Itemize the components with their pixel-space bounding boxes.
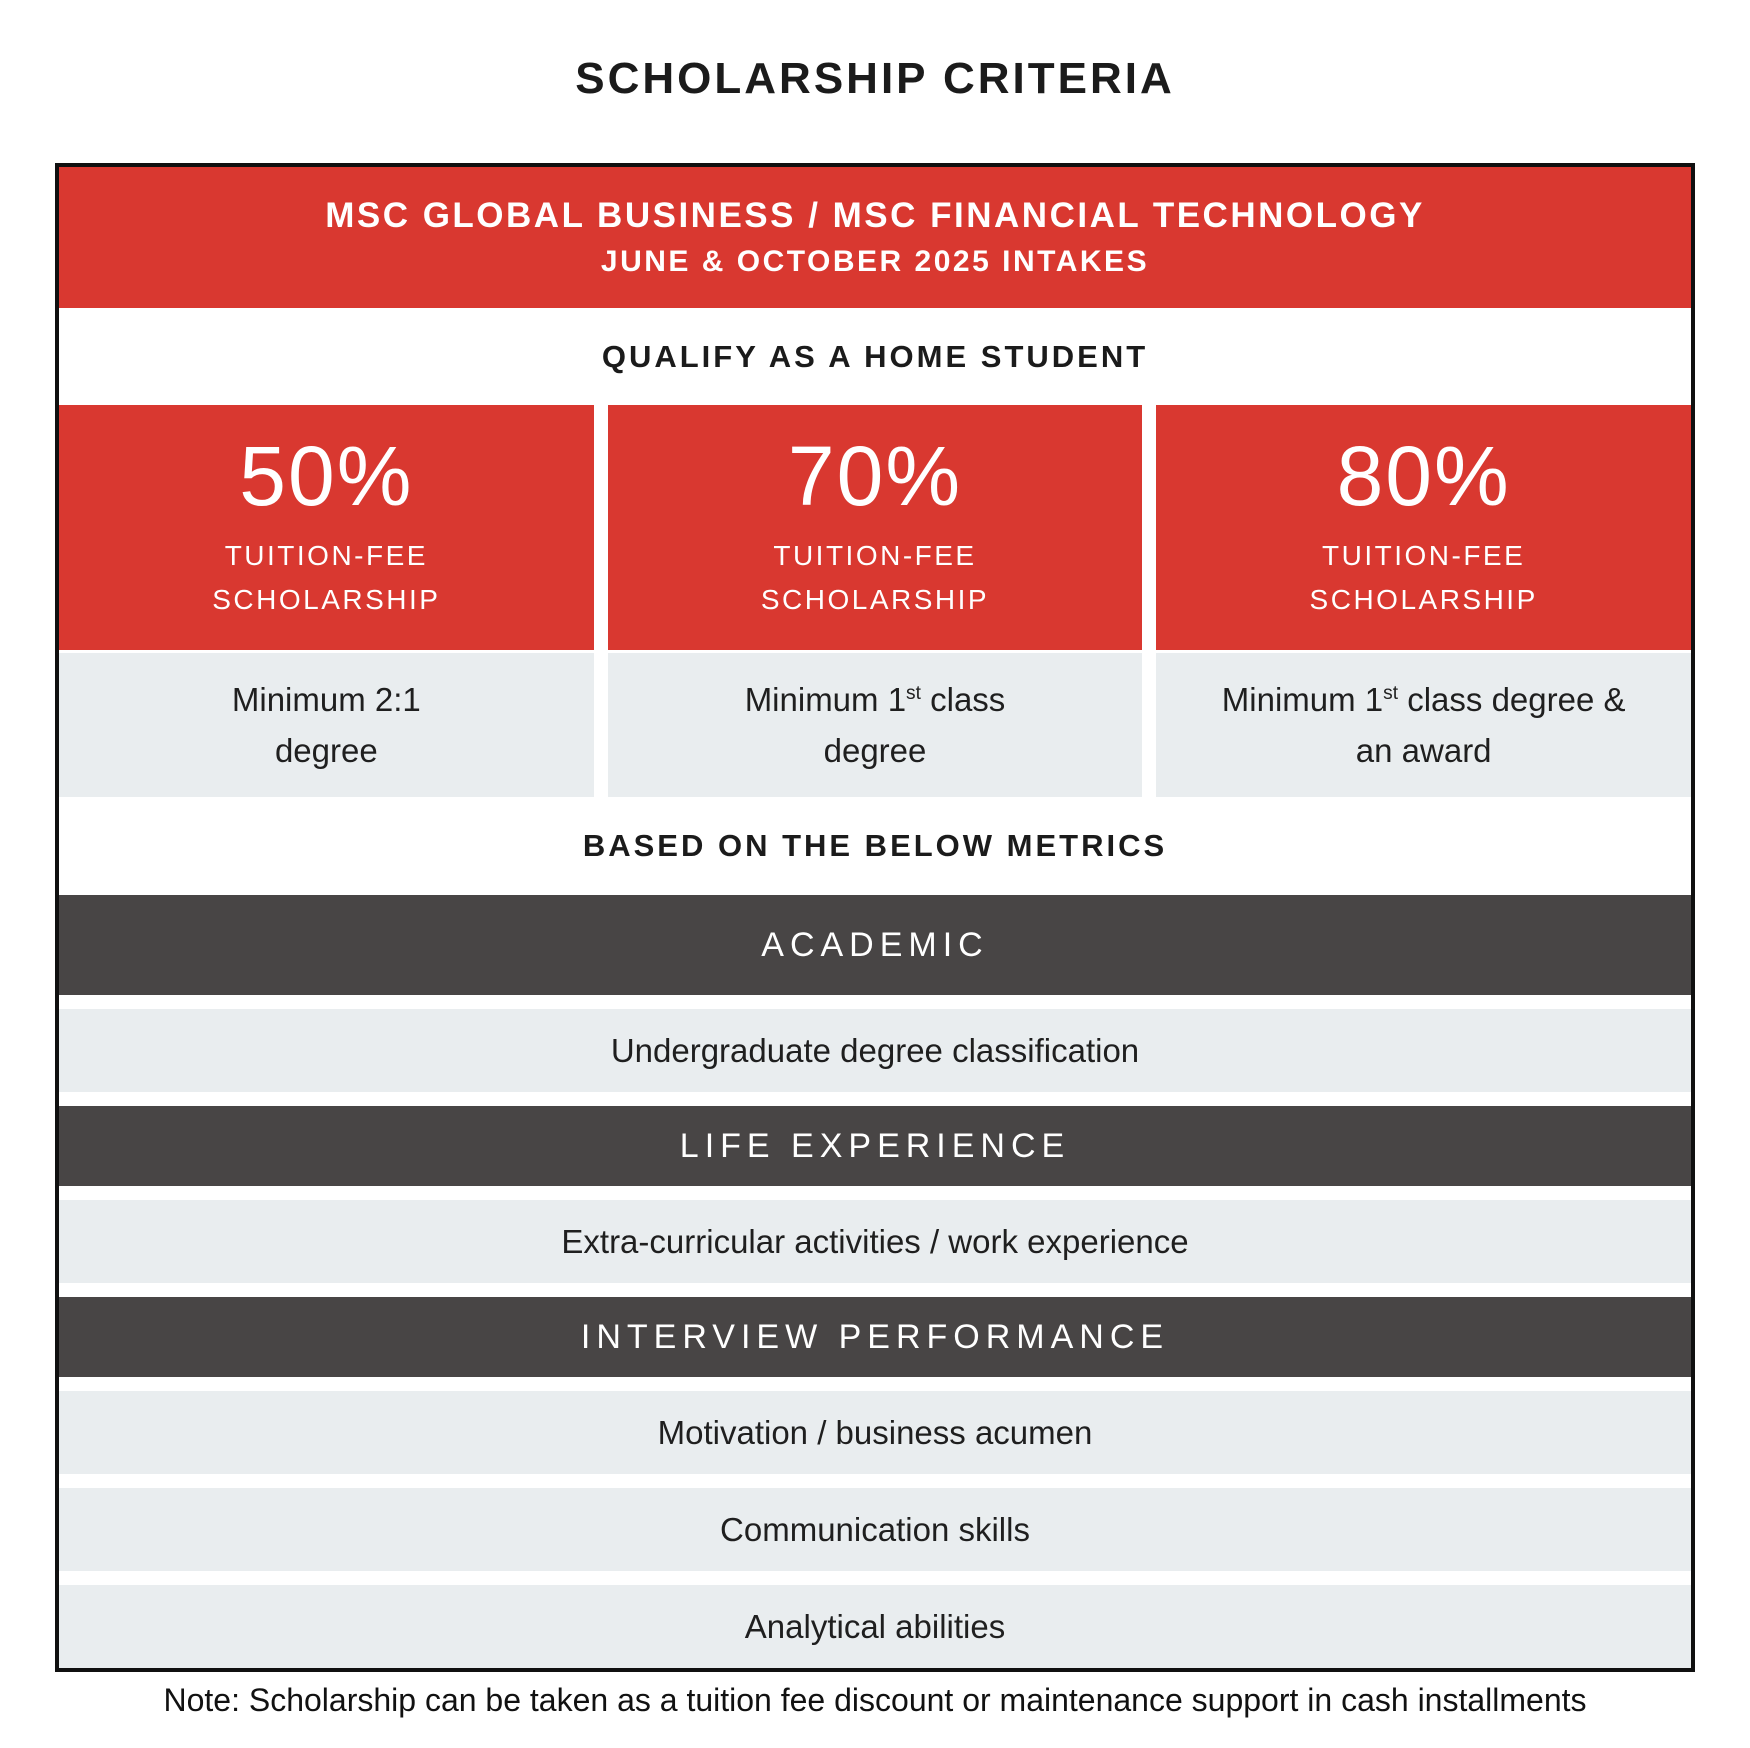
requirement-line2: an award [1355, 732, 1492, 769]
scholarship-card-50 [59, 405, 594, 650]
section-header-academic: ACADEMIC [59, 895, 1691, 995]
scholarship-card-80 [1156, 405, 1691, 650]
scholarship-label [761, 534, 989, 621]
requirement-line2: degree [823, 732, 927, 769]
program-banner [59, 167, 1691, 308]
program-banner-title: MSC GLOBAL BUSINESS / MSC FINANCIAL TECHNOLOGY [325, 196, 1425, 235]
program-banner-intakes: JUNE & OCTOBER 2025 INTAKES [600, 245, 1150, 278]
scholarship-percent: 50% [239, 429, 414, 524]
section-header-interview-performance: INTERVIEW PERFORMANCE [59, 1297, 1691, 1377]
scholarship-cards-row [59, 405, 1691, 650]
scholarship-label-line1: TUITION-FEE [224, 540, 428, 572]
scholarship-label [1310, 534, 1538, 621]
metrics-heading: BASED ON THE BELOW METRICS [59, 797, 1691, 895]
requirement-line1: Minimum 1st class degree & [1221, 680, 1626, 718]
page-title: SCHOLARSHIP CRITERIA [575, 54, 1175, 103]
requirement-card-80 [1156, 653, 1691, 797]
requirement-card-50 [59, 653, 594, 797]
requirement-line2: degree [274, 732, 378, 769]
scholarship-label-line2: SCHOLARSHIP [212, 583, 441, 615]
scholarship-label-line1: TUITION-FEE [773, 540, 977, 572]
metric-row-extra-curricular: Extra-curricular activities / work experience [59, 1200, 1691, 1283]
scholarship-label-line2: SCHOLARSHIP [760, 583, 990, 615]
scholarship-card-70 [608, 405, 1143, 650]
scholarship-label-line1: TUITION-FEE [1322, 540, 1526, 572]
scholarship-label [212, 534, 440, 621]
scholarship-percent: 70% [787, 429, 963, 524]
scholarship-percent: 80% [1336, 429, 1511, 524]
requirement-line1: Minimum 2:1 [231, 680, 421, 718]
metric-row-motivation: Motivation / business acumen [59, 1391, 1691, 1474]
row-gap [59, 1283, 1691, 1297]
section-header-life-experience: LIFE EXPERIENCE [59, 1106, 1691, 1186]
metric-row-degree-classification: Undergraduate degree classification [59, 1009, 1691, 1092]
row-gap [59, 1092, 1691, 1106]
scholarship-criteria-table [55, 163, 1695, 1672]
qualify-heading: QUALIFY AS A HOME STUDENT [59, 308, 1691, 405]
requirement-line1: Minimum 1st class [744, 680, 1006, 718]
scholarship-label-line2: SCHOLARSHIP [1309, 583, 1538, 615]
metric-row-communication: Communication skills [59, 1488, 1691, 1571]
metric-row-analytical: Analytical abilities [59, 1585, 1691, 1668]
requirement-card-70 [608, 653, 1143, 797]
note-text: Note: Scholarship can be taken as a tuition fee discount or maintenance support in cash installments [163, 1682, 1587, 1718]
requirement-cards-row [59, 653, 1691, 797]
